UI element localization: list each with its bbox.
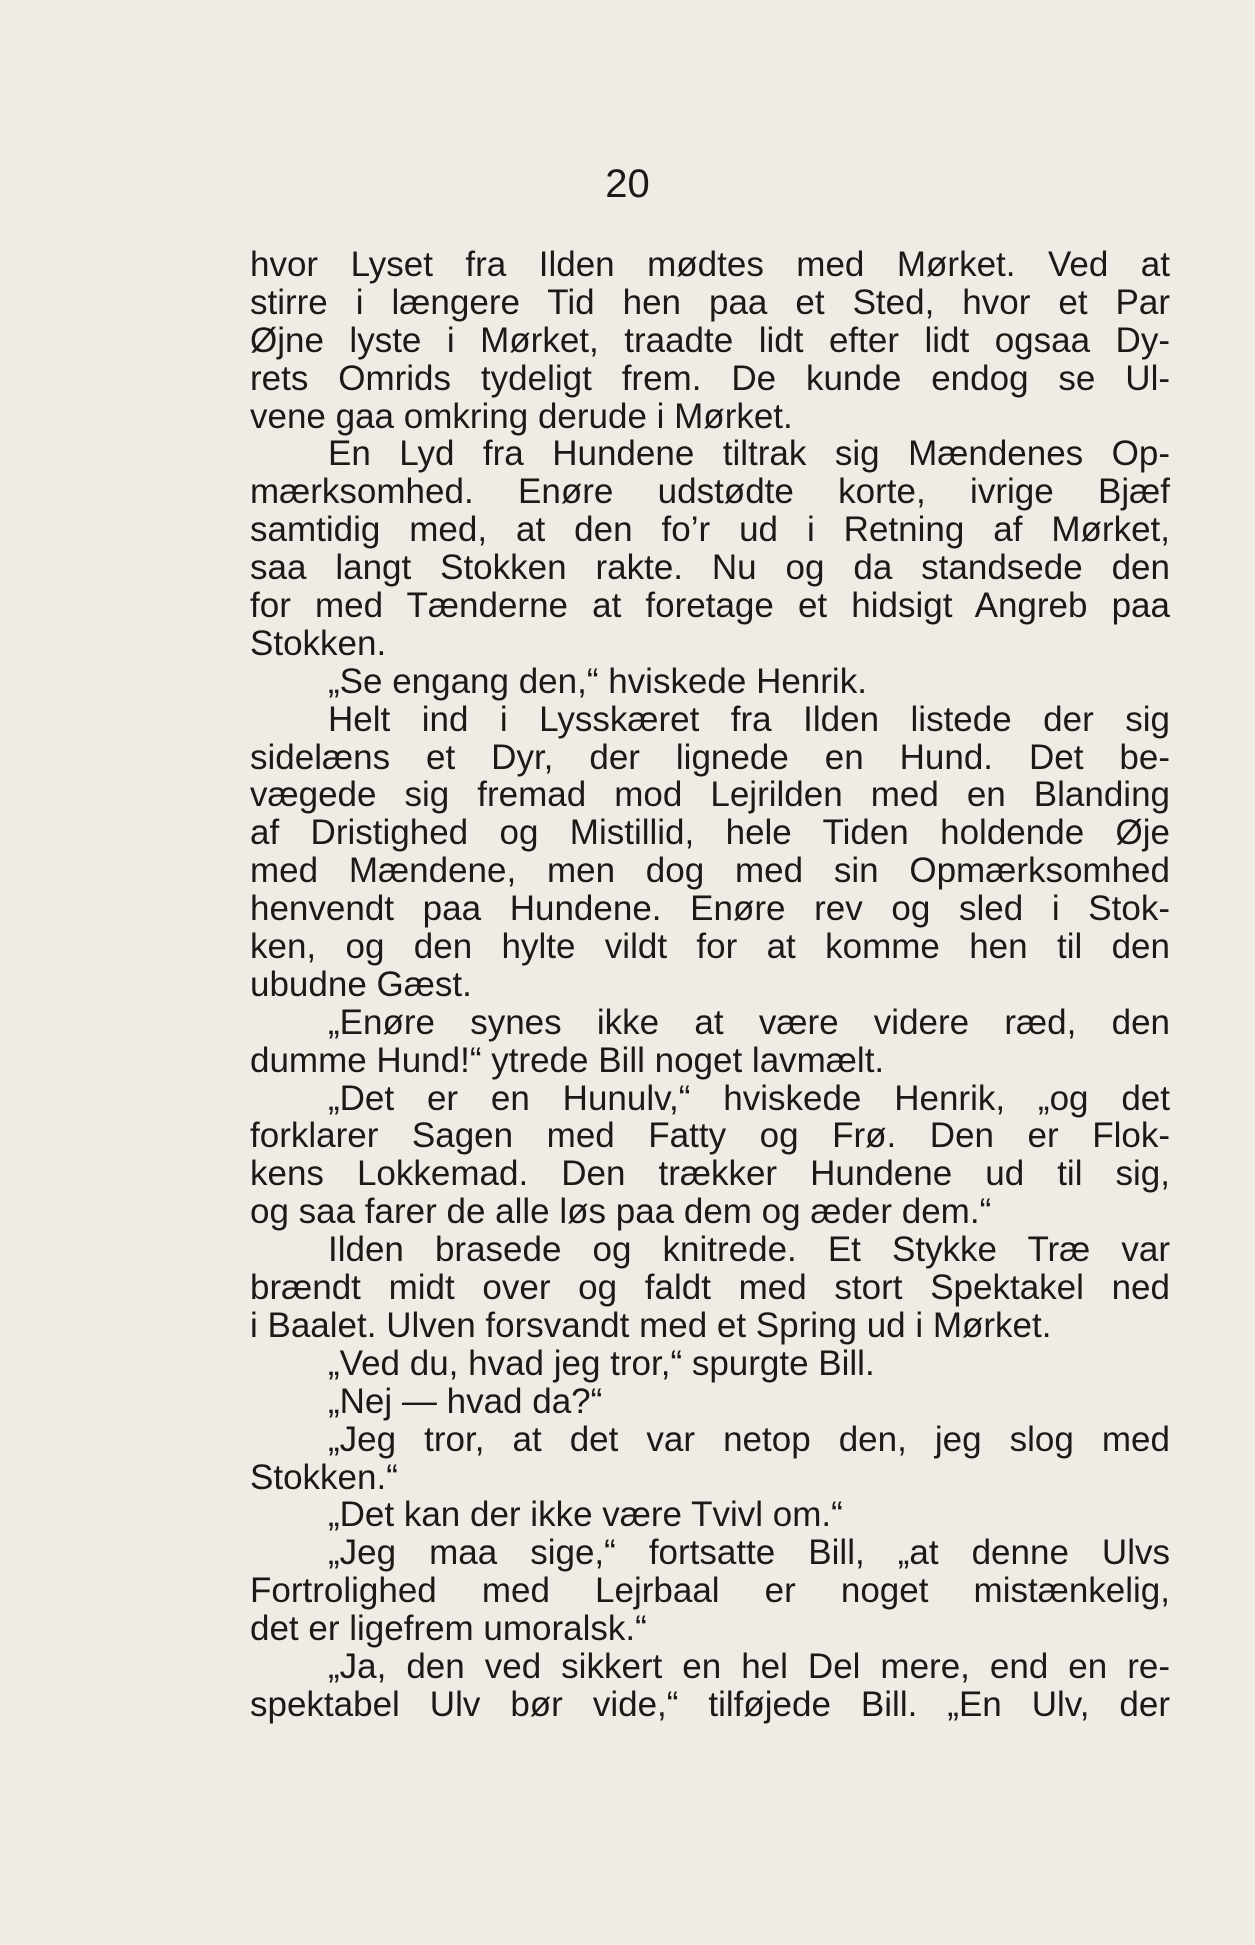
text-line: ken, og den hylte vildt for at komme hen til den <box>250 927 1170 967</box>
text-line: ubudne Gæst. <box>250 964 472 1004</box>
text-line: „Ved du, hvad jeg tror,“ spurgte Bill. <box>328 1343 875 1383</box>
text-line: brændt midt over og faldt med stort Spektakel ned <box>250 1268 1170 1308</box>
text-line: „Ja, den ved sikkert en hel Del mere, end en re- <box>328 1646 1170 1686</box>
text-line: Helt ind i Lysskæret fra Ilden listede der sig <box>328 699 1170 739</box>
text-line: Ilden brasede og knitrede. Et Stykke Træ var <box>328 1230 1170 1270</box>
text-line: Stokken. <box>250 623 387 663</box>
text-line: samtidig med, at den fo’r ud i Retning af Mørket, <box>250 510 1170 550</box>
text-line: det er ligefrem umoralsk.“ <box>250 1609 647 1649</box>
text-line: hvor Lyset fra Ilden mødtes med Mørket. Ved at <box>250 245 1170 284</box>
text-line: Fortrolighed med Lejrbaal er noget mistænkelig, <box>250 1571 1170 1611</box>
text-line: stirre i længere Tid hen paa et Sted, hvor et Par <box>250 282 1170 322</box>
text-line: „Se engang den,“ hviskede Henrik. <box>328 661 867 701</box>
text-line: Stokken.“ <box>250 1457 398 1497</box>
text-line: henvendt paa Hundene. Enøre rev og sled i Stok- <box>250 889 1170 929</box>
text-line: forklarer Sagen med Fatty og Frø. Den er Flok- <box>250 1116 1170 1156</box>
text-line: „Jeg maa sige,“ fortsatte Bill, „at denne Ulvs <box>328 1533 1170 1573</box>
text-line: „Nej — hvad da?“ <box>328 1381 603 1421</box>
text-line: med Mændene, men dog med sin Opmærksomhed <box>250 851 1170 891</box>
text-line: En Lyd fra Hundene tiltrak sig Mændenes Op- <box>328 434 1170 474</box>
text-line: mærksomhed. Enøre udstødte korte, ivrige Bjæf <box>250 472 1170 512</box>
page-number: 20 <box>605 162 650 206</box>
text-line: og saa farer de alle løs paa dem og æder dem.“ <box>250 1192 992 1232</box>
text-line: vægede sig fremad mod Lejrilden med en Blanding <box>250 775 1170 815</box>
text-line: „Jeg tror, at det var netop den, jeg slog med <box>328 1419 1170 1459</box>
text-line: „Det er en Hunulv,“ hviskede Henrik, „og det <box>328 1078 1170 1118</box>
text-line: af Dristighed og Mistillid, hele Tiden holdende Øje <box>250 813 1170 853</box>
body-text <box>250 246 1170 1724</box>
text-line: Øjne lyste i Mørket, traadte lidt efter lidt ogsaa Dy- <box>250 320 1170 360</box>
text-line: „Det kan der ikke være Tvivl om.“ <box>328 1495 843 1535</box>
text-line: vene gaa omkring derude i Mørket. <box>250 396 793 436</box>
text-line: „Enøre synes ikke at være videre ræd, den <box>328 1002 1170 1042</box>
text-line: sidelæns et Dyr, der lignede en Hund. Det be- <box>250 737 1170 777</box>
text-line: i Baalet. Ulven forsvandt med et Spring ud i Mørket. <box>250 1305 1052 1345</box>
text-line: saa langt Stokken rakte. Nu og da standsede den <box>250 548 1170 588</box>
text-line: kens Lokkemad. Den trækker Hundene ud til sig, <box>250 1154 1170 1194</box>
text-line: rets Omrids tydeligt frem. De kunde endog se Ul- <box>250 358 1170 398</box>
text-line: dumme Hund!“ ytrede Bill noget lavmælt. <box>250 1040 885 1080</box>
text-line: spektabel Ulv bør vide,“ tilføjede Bill. „En Ulv, der <box>250 1684 1170 1724</box>
text-line: for med Tænderne at foretage et hidsigt Angreb paa <box>250 586 1170 626</box>
